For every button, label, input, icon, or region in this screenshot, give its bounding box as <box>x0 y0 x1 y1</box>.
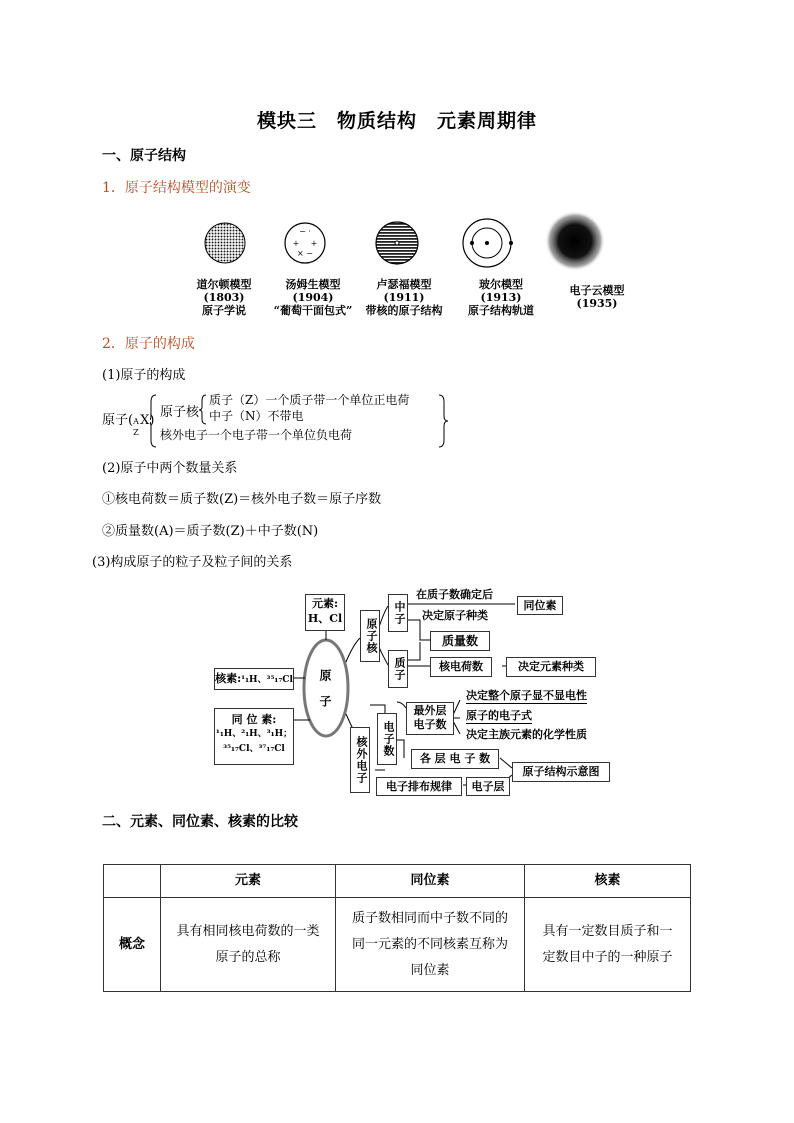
nuclide-example: ¹₁H、³⁵₁₇Cl <box>241 675 293 685</box>
concept-element-line: 具有相同核电荷数的一类 <box>176 923 320 939</box>
diagram-outer-electron-box: 核外电子 <box>350 727 370 793</box>
paragraph-particles-relation: (3)构成原子的粒子及粒子间的关系 <box>92 555 293 570</box>
diagram-nucleus-box: 原子核 <box>360 610 380 662</box>
diagram-decides-element-box: 决定元素种类 <box>506 657 596 677</box>
header-cell-nuclide: 核素 <box>525 865 691 898</box>
atom-symbol <box>102 409 155 437</box>
diagram-outermost-box <box>406 702 454 735</box>
relation-mass: ②质量数(A)＝质子数(Z)＋中子数(N) <box>102 524 319 539</box>
concept-element-line: 原子的总称 <box>215 949 281 965</box>
header-cell-element: 元素 <box>161 865 336 898</box>
model-desc: “葡萄干面包式” <box>273 304 353 317</box>
svg-text:+: + <box>292 239 300 248</box>
page-title: 模块三 物质结构 元素周期律 <box>256 110 537 132</box>
concept-nuclide <box>525 898 691 992</box>
diagram-nuclide-box <box>214 668 294 690</box>
model-name: 卢瑟福模型 <box>376 278 432 291</box>
outermost-effect-charge: 决定整个原子显不显电性 <box>466 689 587 702</box>
model-desc: 原子学说 <box>202 304 246 317</box>
model-year: (1935) <box>576 297 618 310</box>
model-name: 玻尔模型 <box>479 278 523 291</box>
outermost-label: 最外层 <box>413 704 447 717</box>
diagram-isotope-result-box: 同位素 <box>517 596 563 615</box>
isotope-example-cl: ³⁵₁₇Cl、³⁷₁₇Cl <box>223 744 285 754</box>
atom-tail: X) <box>140 413 155 428</box>
diagram-atom-label: 原 子 <box>318 669 332 708</box>
dalton-model-icon <box>205 223 245 263</box>
outermost-label-2: 电子数 <box>413 718 447 731</box>
outermost-effect-formula: 原子的电子式 <box>466 709 532 722</box>
header-cell-empty <box>104 865 161 898</box>
model-name: 道尔顿模型 <box>196 278 252 291</box>
paragraph-quantity-relations: (2)原子中两个数量关系 <box>102 461 238 476</box>
proton-line: 质子（Z）一个质子带一个单位正电荷 <box>209 393 410 407</box>
model-name: 电子云模型 <box>569 284 625 297</box>
comparison-table <box>103 864 691 992</box>
concept-element <box>161 898 336 992</box>
element-label: 元素: <box>311 597 339 610</box>
model-year: (1803) <box>203 291 245 304</box>
model-caption-rutherford <box>360 278 448 317</box>
concept-nuclide-line: 定数目中子的一种原子 <box>542 949 673 965</box>
model-caption-thomson <box>266 278 360 317</box>
concept-nuclide-line: 具有一定数目质子和一 <box>542 923 673 939</box>
model-caption-bohr <box>455 278 547 317</box>
isotope-label: 同 位 素: <box>231 713 277 726</box>
relation-charge: ①核电荷数＝质子数(Z)＝核外电子数＝原子序数 <box>102 492 382 507</box>
table-row <box>104 898 691 992</box>
paragraph-atom-composition: (1)原子的构成 <box>102 368 186 383</box>
diagram-nuclear-charge-box: 核电荷数 <box>430 657 492 677</box>
atomic-number-sub: Z <box>133 428 139 437</box>
subheading-atom-composition: 2．原子的构成 <box>102 336 195 352</box>
neutron-note-1: 在质子数确定后 <box>416 588 493 601</box>
row-label-concept: 概念 <box>104 898 161 992</box>
model-name: 汤姆生模型 <box>285 278 341 291</box>
isotope-example-h: ¹₁H、²₁H、³₁H； <box>215 729 293 739</box>
section-heading-atomic-structure: 一、原子结构 <box>102 148 186 164</box>
diagram-neutron-box: 中子 <box>388 594 408 632</box>
electron-line: 核外电子一个电子带一个单位负电荷 <box>160 428 353 442</box>
diagram-mass-number-box: 质量数 <box>430 631 490 651</box>
diagram-arrangement-rule-box: 电子排布规律 <box>376 777 462 796</box>
rutherford-model-icon <box>376 222 418 264</box>
concept-isotope-line: 同一元素的不同核素互称为 <box>351 936 508 952</box>
diagram-element-box <box>305 594 345 631</box>
subheading-model-evolution: 1．原子结构模型的演变 <box>102 180 251 196</box>
model-year: (1911) <box>383 291 425 304</box>
atom-label: 原子( <box>102 413 134 428</box>
atom-models-illustration <box>190 208 620 278</box>
nucleus-label: 原子核 <box>160 405 200 420</box>
model-year: (1913) <box>480 291 522 304</box>
model-caption-electron-cloud <box>555 284 639 310</box>
model-caption-dalton <box>188 278 260 317</box>
concept-isotope <box>336 898 525 992</box>
concept-isotope-line: 质子数相同而中子数不同的 <box>351 910 508 926</box>
concept-isotope-line: 同位素 <box>410 962 450 978</box>
diagram-isotope-box <box>214 708 294 765</box>
outermost-effect-chemistry: 决定主族元素的化学性质 <box>466 728 587 741</box>
nuclide-label: 核素: <box>215 672 242 685</box>
model-desc: 带核的原子结构 <box>365 304 443 317</box>
svg-text:− ·: − · <box>299 227 311 236</box>
bohr-model-icon <box>463 219 513 267</box>
model-year: (1904) <box>292 291 334 304</box>
mass-number-sup: A <box>133 417 139 426</box>
diagram-electron-count-box: 电子数 <box>377 713 397 765</box>
diagram-structure-diagram-box: 原子结构示意图 <box>512 762 610 782</box>
model-desc: 原子结构轨道 <box>468 304 534 317</box>
neutron-line: 中子（N）不带电 <box>209 409 304 423</box>
section-heading-comparison: 二、元素、同位素、核素的比较 <box>102 814 298 830</box>
header-cell-isotope: 同位素 <box>336 865 525 898</box>
thomson-model-icon <box>285 223 325 263</box>
element-example: H、Cl <box>307 612 343 625</box>
diagram-layer-count-box: 各 层 电 子 数 <box>411 749 499 769</box>
table-header-row <box>104 865 691 898</box>
neutron-note-2: 决定原子种类 <box>422 609 488 622</box>
diagram-proton-box: 质子 <box>388 650 408 688</box>
electron-cloud-model-icon <box>545 211 605 271</box>
svg-text:× −: × − <box>297 249 313 258</box>
svg-text:+: + <box>310 239 318 248</box>
diagram-shells-box: 电子层 <box>466 777 510 796</box>
